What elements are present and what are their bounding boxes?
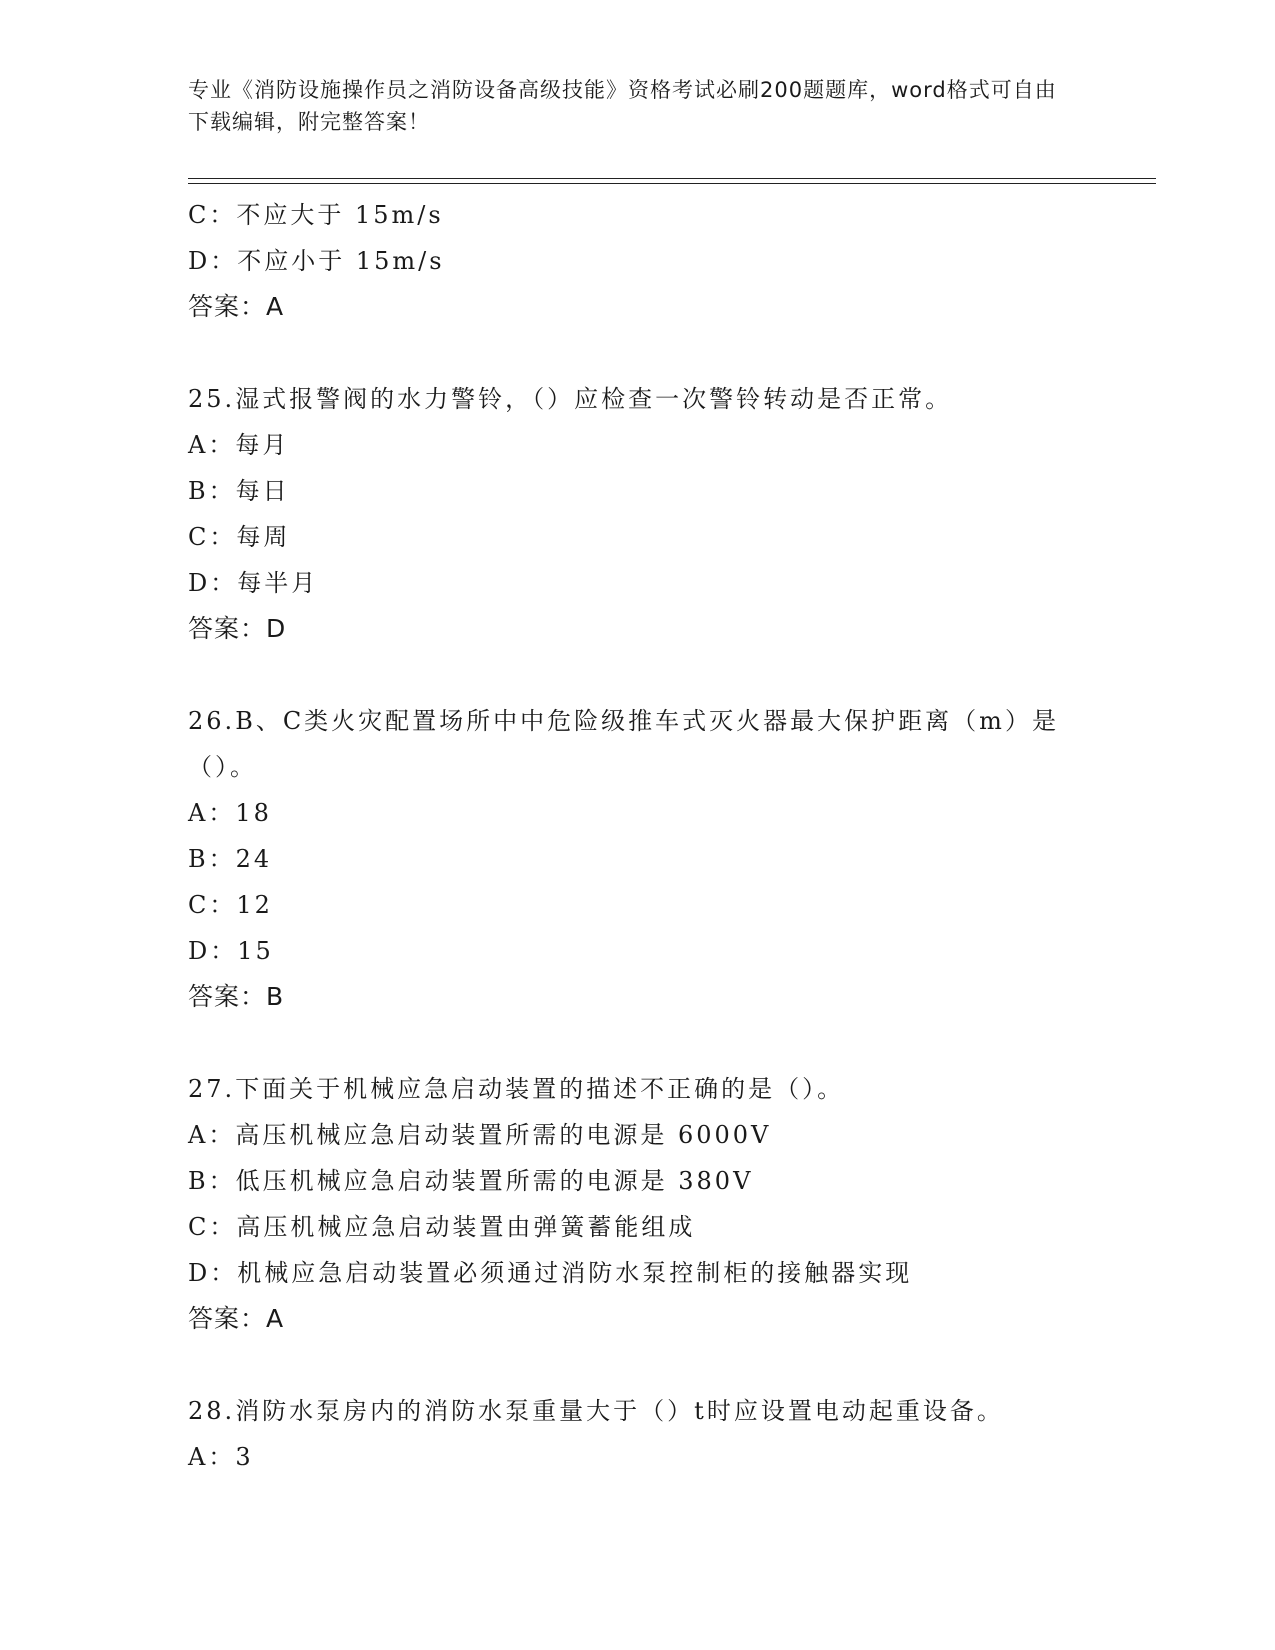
answer-line: 答案：A bbox=[188, 292, 285, 321]
option-b: B：每日 bbox=[188, 477, 290, 505]
header-divider-top bbox=[188, 178, 1156, 179]
question-content bbox=[188, 192, 1088, 1480]
option-c: C：12 bbox=[188, 891, 273, 919]
option-a: A：3 bbox=[188, 1443, 254, 1471]
option-b: B：低压机械应急启动装置所需的电源是 380V bbox=[188, 1167, 754, 1195]
question-28 bbox=[188, 1388, 1088, 1480]
option-d: D：不应小于 15m/s bbox=[188, 247, 445, 275]
option-a: A：高压机械应急启动装置所需的电源是 6000V bbox=[188, 1121, 772, 1149]
option-c: C：高压机械应急启动装置由弹簧蓄能组成 bbox=[188, 1213, 696, 1241]
answer-line: 答案：B bbox=[188, 982, 285, 1011]
question-text: 25.湿式报警阀的水力警铃，（）应检查一次警铃转动是否正常。 bbox=[188, 385, 953, 413]
question-26 bbox=[188, 698, 1088, 1020]
option-d: D：机械应急启动装置必须通过消防水泵控制柜的接触器实现 bbox=[188, 1259, 913, 1287]
question-text: 26.B、C类火灾配置场所中中危险级推车式灭火器最大保护距离（m）是（）。 bbox=[188, 707, 1059, 781]
question-text: 27.下面关于机械应急启动装置的描述不正确的是（）。 bbox=[188, 1075, 845, 1103]
document-header: 专业《消防设施操作员之消防设备高级技能》资格考试必刷200题题库，word格式可自由下载编辑，附完整答案！ bbox=[188, 78, 1057, 134]
question-text: 28.消防水泵房内的消防水泵重量大于（）t时应设置电动起重设备。 bbox=[188, 1397, 1004, 1425]
option-c: C：不应大于 15m/s bbox=[188, 201, 444, 229]
option-d: D：每半月 bbox=[188, 569, 319, 597]
option-a: A：每月 bbox=[188, 431, 290, 459]
question-27 bbox=[188, 1066, 1088, 1342]
option-d: D：15 bbox=[188, 937, 274, 965]
option-b: B：24 bbox=[188, 845, 273, 873]
option-c: C：每周 bbox=[188, 523, 291, 551]
question-25 bbox=[188, 376, 1088, 652]
carryover-block bbox=[188, 192, 1088, 330]
option-a: A：18 bbox=[188, 799, 272, 827]
answer-line: 答案：D bbox=[188, 614, 287, 643]
header-divider-bottom bbox=[188, 183, 1156, 184]
answer-line: 答案：A bbox=[188, 1304, 285, 1333]
